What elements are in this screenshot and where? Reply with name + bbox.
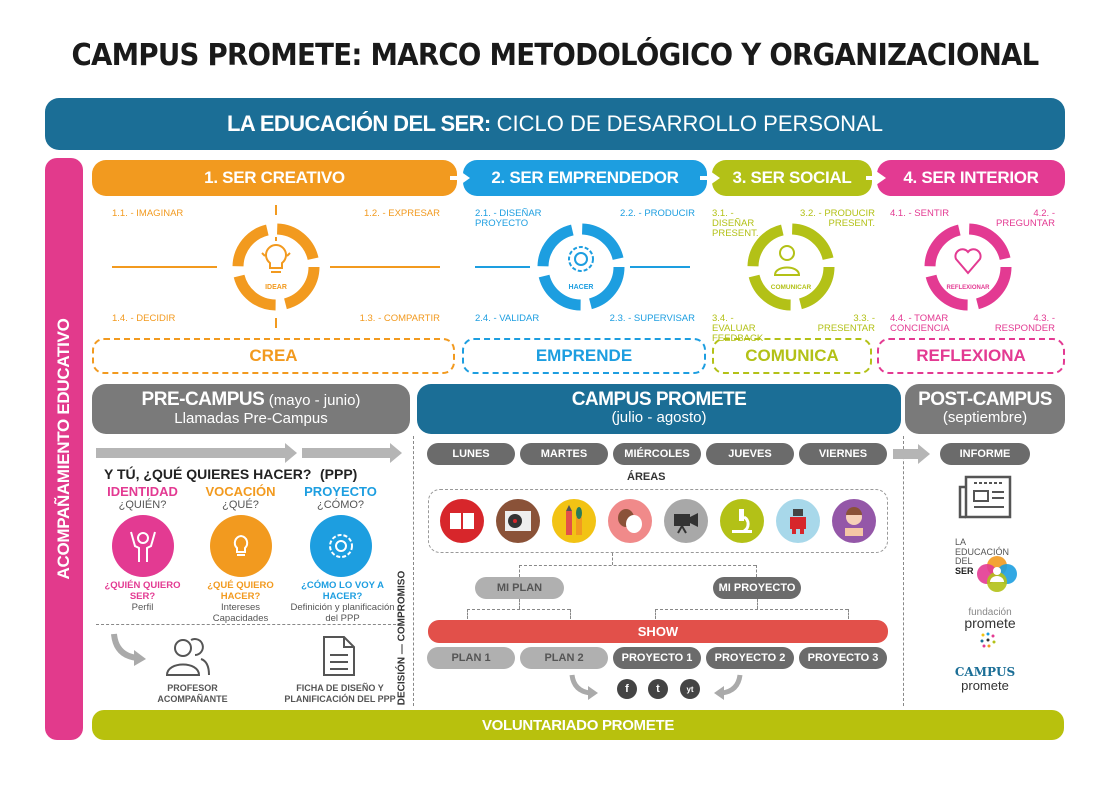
curved-arrow-icon xyxy=(568,673,600,701)
person-icon xyxy=(832,499,876,543)
item-proyecto xyxy=(298,484,383,511)
progress-arrow xyxy=(96,448,286,458)
item-answer xyxy=(290,580,395,624)
ppp-heading: (PPP) xyxy=(320,466,358,482)
connector xyxy=(655,609,656,619)
phase-campus xyxy=(417,384,901,434)
connector xyxy=(467,609,570,610)
item-identidad xyxy=(100,484,185,511)
book-icon xyxy=(440,499,484,543)
robot-icon xyxy=(776,499,820,543)
volunteer-bar: VOLUNTARIADO PROMETE xyxy=(92,710,1064,740)
item-label: VOCACIÓN xyxy=(205,484,276,499)
phase-precampus xyxy=(92,384,410,434)
connector xyxy=(757,599,758,609)
curved-arrow-icon xyxy=(110,632,150,667)
logo-text: promete xyxy=(964,615,1016,631)
banner-bold: LA EDUCACIÓN DEL SER: xyxy=(227,111,491,136)
verb-crea: CREA xyxy=(92,338,455,374)
step-2-2: 2.2. - PRODUCIR xyxy=(620,208,695,219)
step-2-1: 2.1. - DISEÑAR PROYECTO xyxy=(475,208,542,229)
arrow-right-icon xyxy=(390,443,402,463)
item-answer xyxy=(100,580,185,613)
output-project-2: PROYECTO 2 xyxy=(706,647,794,669)
arrow-stem xyxy=(450,176,460,180)
stage-label: 2. SER EMPRENDEDOR xyxy=(491,168,679,187)
lightbulb-icon xyxy=(210,515,272,577)
connector xyxy=(519,565,520,577)
arrow-right-icon xyxy=(918,444,930,464)
document-icon xyxy=(322,635,356,677)
step-1-3: 1.3. - COMPARTIR xyxy=(359,313,440,324)
answer-desc: Definición y planificación del PPP xyxy=(290,602,395,624)
cycle-comunicar-icon xyxy=(743,219,839,315)
connector xyxy=(467,609,468,619)
answer-text: ¿QUIÉN QUIERO SER? xyxy=(104,580,181,602)
phase-title: POST-CAMPUS xyxy=(918,389,1052,410)
video-camera-icon xyxy=(664,499,708,543)
banner-text: CICLO DE DESARROLLO PERSONAL xyxy=(496,111,883,136)
decision-label: DECISIÓN — COMPROMISO xyxy=(396,570,408,706)
phase-period: (septiembre) xyxy=(942,409,1028,426)
verb-comunica: COMUNICA xyxy=(712,338,872,374)
output-project-1: PROYECTO 1 xyxy=(613,647,701,669)
report-pill: INFORME xyxy=(940,443,1030,465)
divider xyxy=(96,624,396,625)
form-caption: FICHA DE DISEÑO Y PLANIFICACIÓN DEL PPP xyxy=(284,683,396,704)
day-monday: LUNES xyxy=(427,443,515,465)
stage-interior xyxy=(877,160,1065,196)
day-wednesday: MIÉRCOLES xyxy=(613,443,701,465)
connector xyxy=(519,599,520,609)
item-label: PROYECTO xyxy=(304,484,377,499)
day-friday: VIERNES xyxy=(799,443,887,465)
show-bar: SHOW xyxy=(428,620,888,643)
phase-subtitle: Llamadas Pre-Campus xyxy=(174,409,328,427)
divider xyxy=(413,436,414,706)
phase-postcampus xyxy=(905,384,1065,434)
stage-label: 3. SER SOCIAL xyxy=(732,168,852,187)
twitter-icon: t xyxy=(648,679,668,699)
teacher-caption: PROFESOR ACOMPAÑANTE xyxy=(157,683,228,704)
connector xyxy=(848,609,849,619)
connector xyxy=(570,609,571,619)
cycle-hacer-icon xyxy=(533,219,629,315)
dots-logo-icon xyxy=(980,632,996,648)
stage-entrepreneur xyxy=(463,160,707,196)
logo-text: SER xyxy=(955,565,974,576)
item-label: IDENTIDAD xyxy=(107,484,178,499)
my-plan: MI PLAN xyxy=(475,577,564,599)
logo-text: promete xyxy=(961,678,1009,693)
svg-text:IDEAR: IDEAR xyxy=(265,284,287,291)
youtube-icon: yt xyxy=(680,679,700,699)
phase-title: PRE-CAMPUS xyxy=(141,388,265,410)
item-vocacion xyxy=(198,484,283,511)
stage-creative xyxy=(92,160,457,196)
step-3-2: 3.2. - PRODUCIR PRESENT. xyxy=(800,208,875,229)
person-arms-up-icon xyxy=(112,515,174,577)
arrow-right-icon xyxy=(710,171,720,185)
day-thursday: JUEVES xyxy=(706,443,794,465)
day-tuesday: MARTES xyxy=(520,443,608,465)
step-1-2: 1.2. - EXPRESAR xyxy=(363,208,440,219)
facebook-icon: f xyxy=(617,679,637,699)
arrow-right-icon xyxy=(460,171,470,185)
verb-reflexiona: REFLEXIONA xyxy=(877,338,1065,374)
turntable-icon xyxy=(496,499,540,543)
step-4-4: 4.4. - TOMAR CONCIENCIA xyxy=(890,313,950,334)
question-heading: Y TÚ, ¿QUÉ QUIERES HACER? xyxy=(104,466,312,482)
answer-text: ¿QUÉ QUIERO HACER? xyxy=(207,580,274,602)
gear-icon xyxy=(310,515,372,577)
arrow-right-icon xyxy=(285,443,297,463)
page-title: CAMPUS PROMETE: MARCO METODOLÓGICO Y ORGANIZACIONAL xyxy=(71,38,1039,73)
divider xyxy=(630,266,690,268)
connector xyxy=(756,565,757,577)
answer-desc: Intereses Capacidades xyxy=(212,602,269,624)
teacher-icon xyxy=(163,635,213,677)
progress-arrow xyxy=(302,448,392,458)
phase-period: (julio - agosto) xyxy=(611,409,707,426)
svg-text:HACER: HACER xyxy=(568,284,594,291)
sidebar-educational-support xyxy=(45,158,83,740)
phase-period: (mayo - junio) xyxy=(268,391,361,409)
step-3-1: 3.1. - DISEÑAR PRESENT. xyxy=(712,208,759,239)
item-question: ¿QUÉ? xyxy=(222,499,259,511)
cycle-reflexionar-icon xyxy=(920,219,1016,315)
divider xyxy=(275,205,277,215)
item-answer xyxy=(198,580,283,624)
item-question: ¿CÓMO? xyxy=(316,499,365,511)
cycle-idear-icon xyxy=(228,219,324,315)
connector xyxy=(519,565,756,566)
curved-arrow-icon xyxy=(712,673,744,701)
svg-text:REFLEXIONAR: REFLEXIONAR xyxy=(946,285,990,291)
logo-text: fundación xyxy=(968,607,1012,618)
verb-emprende: EMPRENDE xyxy=(462,338,706,374)
svg-text:COMUNICAR: COMUNICAR xyxy=(770,284,812,291)
logo-text: CAMPUS xyxy=(954,665,1016,679)
logo-text: DEL xyxy=(955,556,973,566)
sidebar-label: ACOMPAÑAMIENTO EDUCATIVO xyxy=(54,318,73,580)
logo-text: LA xyxy=(955,537,967,547)
divider xyxy=(903,436,904,706)
logo-campus-promete xyxy=(950,666,1020,692)
item-question: ¿QUIÉN? xyxy=(118,499,167,511)
my-project: MI PROYECTO xyxy=(713,577,801,599)
connector xyxy=(655,609,848,610)
step-2-3: 2.3. - SUPERVISAR xyxy=(609,313,695,324)
pencil-brush-icon xyxy=(552,499,596,543)
stage-label: 4. SER INTERIOR xyxy=(903,168,1039,187)
newspaper-icon xyxy=(958,475,1012,519)
step-4-1: 4.1. - SENTIR xyxy=(890,208,950,219)
cycle-banner xyxy=(45,98,1065,150)
divider xyxy=(275,318,277,328)
connector xyxy=(612,553,613,565)
theater-masks-icon xyxy=(608,499,652,543)
educacion-ser-logo-icon xyxy=(976,555,1018,593)
output-project-3: PROYECTO 3 xyxy=(799,647,887,669)
answer-desc: Perfil xyxy=(131,602,154,613)
arrow-right-icon xyxy=(876,171,886,185)
stage-social xyxy=(712,160,872,196)
decision-wrap xyxy=(392,570,412,706)
step-2-4: 2.4. - VALIDAR xyxy=(475,313,540,324)
step-4-2: 4.2. - PREGUNTAR xyxy=(996,208,1055,229)
output-plan-1: PLAN 1 xyxy=(427,647,515,669)
step-4-3: 4.3. - RESPONDER xyxy=(994,313,1055,334)
divider xyxy=(475,266,530,268)
arrow-stem xyxy=(866,176,876,180)
progress-arrow xyxy=(893,449,919,459)
output-plan-2: PLAN 2 xyxy=(520,647,608,669)
arrow-stem xyxy=(700,176,710,180)
logo-text: EDUCACIÓN xyxy=(955,546,1010,557)
phase-title: CAMPUS PROMETE xyxy=(571,389,747,410)
divider xyxy=(330,266,440,268)
divider xyxy=(112,266,217,268)
step-1-4: 1.4. - DECIDIR xyxy=(112,313,176,324)
answer-text: ¿CÓMO LO VOY A HACER? xyxy=(301,580,384,602)
step-1-1: 1.1. - IMAGINAR xyxy=(112,208,184,219)
areas-label: ÁREAS xyxy=(627,471,666,483)
step-3-3: 3.3. - PRESENTAR xyxy=(817,313,875,334)
stage-label: 1. SER CREATIVO xyxy=(204,168,345,187)
microscope-icon xyxy=(720,499,764,543)
step-3-4: 3.4. - EVALUAR FEEDBACK xyxy=(712,313,764,344)
logo-fundacion-promete xyxy=(955,607,1025,629)
